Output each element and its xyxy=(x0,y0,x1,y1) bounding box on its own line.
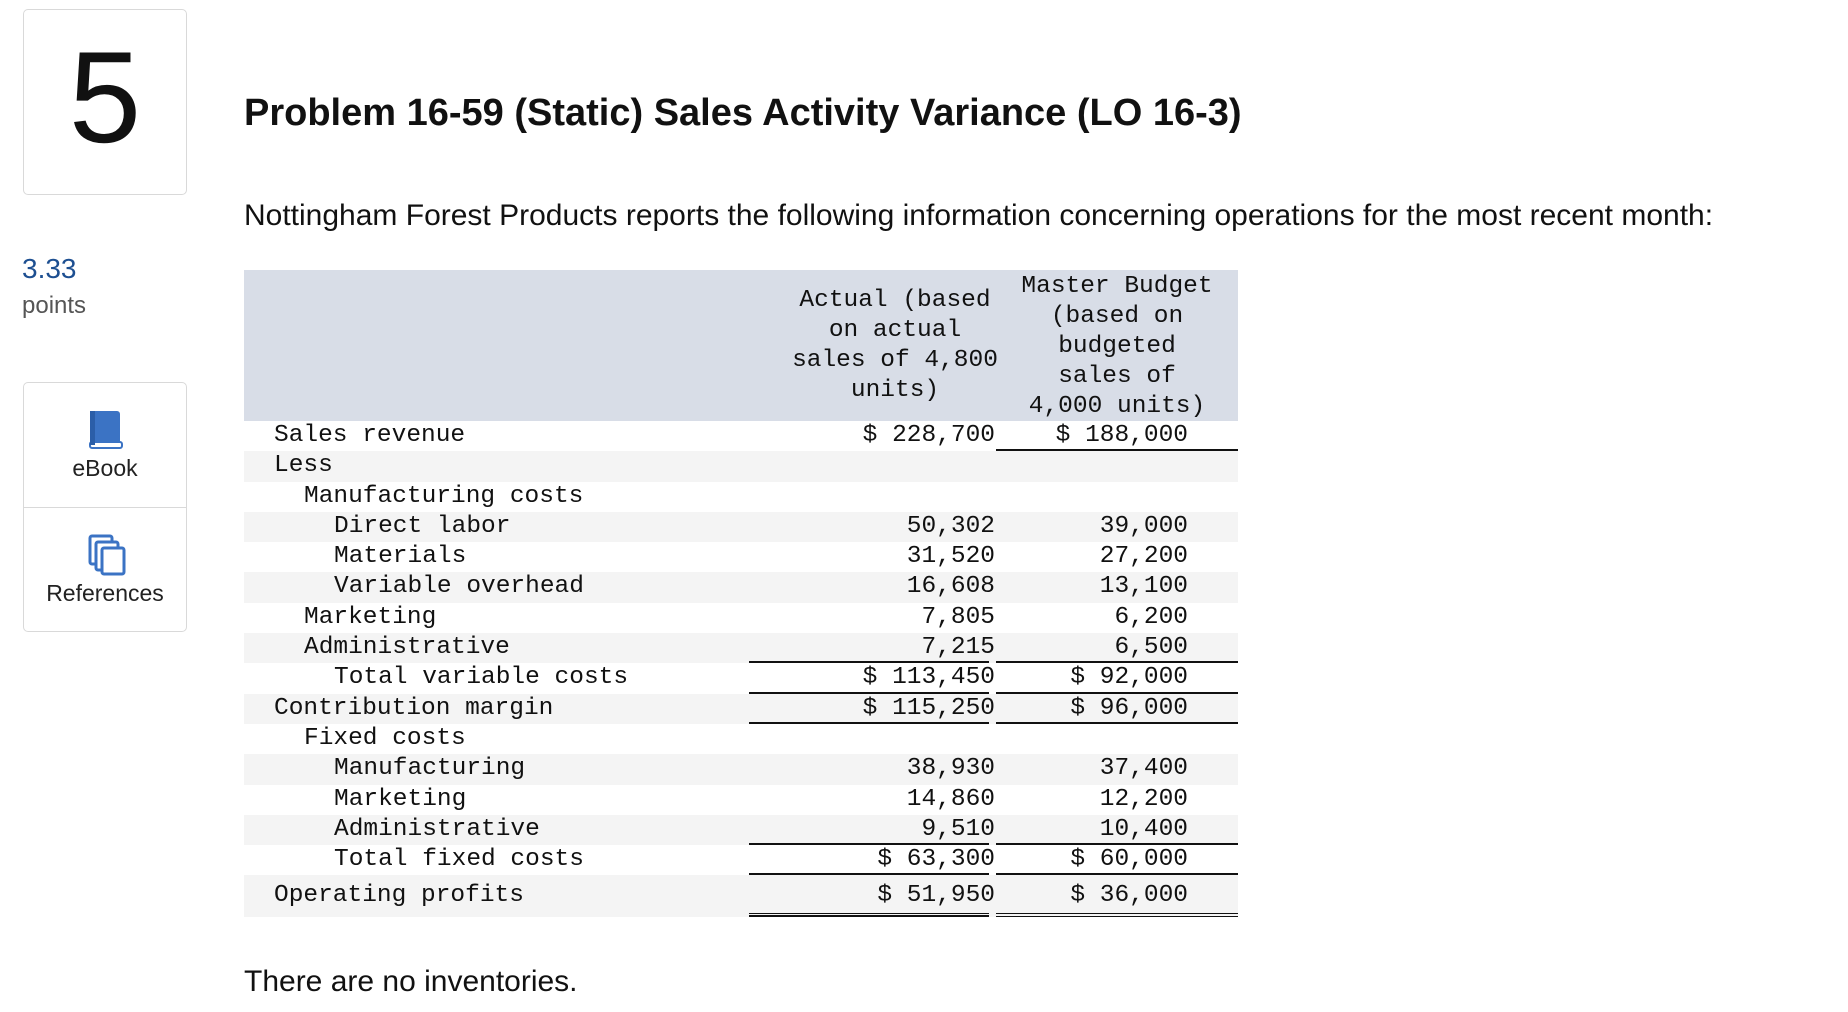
problem-intro: Nottingham Forest Products reports the following information concerning operations for the most recent month: xyxy=(244,199,1714,232)
table-row xyxy=(244,572,1238,602)
row-label: Marketing xyxy=(304,603,437,631)
double-underline xyxy=(749,913,989,917)
budget-value: $ 96,000 xyxy=(1070,694,1188,722)
budget-value: $ 92,000 xyxy=(1070,664,1188,692)
row-label: Contribution margin xyxy=(274,694,554,722)
table-row xyxy=(244,663,1238,693)
budget-value: 39,000 xyxy=(1099,512,1188,540)
header-master-budget: Master Budget (based on budgeted sales of 4,000 units) xyxy=(1021,273,1213,420)
table-header xyxy=(244,270,1238,421)
problem-title: Problem 16-59 (Static) Sales Activity Variance (LO 16-3) xyxy=(244,92,1242,134)
question-number-box xyxy=(23,9,187,195)
row-label: Less xyxy=(274,452,333,480)
row-label: Total variable costs xyxy=(334,664,629,692)
budget-value: $ 60,000 xyxy=(1070,846,1188,874)
problem-note: There are no inventories. xyxy=(244,965,578,998)
budget-value: 6,500 xyxy=(1114,634,1188,662)
row-label: Variable overhead xyxy=(334,573,584,601)
table-row xyxy=(244,754,1238,784)
table-row xyxy=(244,724,1238,754)
book-icon xyxy=(86,409,126,451)
actual-value: 31,520 xyxy=(906,543,995,571)
table-row xyxy=(244,633,1238,663)
actual-value: $ 51,950 xyxy=(877,882,995,910)
budget-value: 13,100 xyxy=(1099,573,1188,601)
table-row xyxy=(244,815,1238,845)
table-row xyxy=(244,451,1238,481)
table-row xyxy=(244,542,1238,572)
row-label: Materials xyxy=(334,543,467,571)
budget-value: 6,200 xyxy=(1114,603,1188,631)
table-row xyxy=(244,785,1238,815)
row-label: Marketing xyxy=(334,785,467,813)
actual-value: 38,930 xyxy=(906,755,995,783)
question-number: 5 xyxy=(68,24,142,170)
points-value: 3.33 xyxy=(22,253,77,284)
actual-value: 9,510 xyxy=(921,815,995,843)
table-row xyxy=(244,512,1238,542)
budget-value: 10,400 xyxy=(1099,815,1188,843)
table-row xyxy=(244,845,1238,875)
budget-value: 12,200 xyxy=(1099,785,1188,813)
table-row xyxy=(244,603,1238,633)
row-label: Administrative xyxy=(334,815,540,843)
budget-value: 37,400 xyxy=(1099,755,1188,783)
table-row xyxy=(244,694,1238,724)
references-button[interactable] xyxy=(24,508,186,632)
row-label: Total fixed costs xyxy=(334,846,584,874)
actual-value: $ 228,700 xyxy=(862,422,995,449)
actual-value: $ 115,250 xyxy=(862,694,995,722)
copy-documents-icon xyxy=(86,534,126,576)
row-label: Administrative xyxy=(304,634,510,662)
table-row xyxy=(244,875,1238,917)
actual-value: 7,805 xyxy=(921,603,995,631)
references-label: References xyxy=(46,580,164,606)
row-label: Manufacturing xyxy=(334,755,526,783)
table-row xyxy=(244,421,1238,451)
actual-value: 7,215 xyxy=(921,634,995,662)
actual-value: 14,860 xyxy=(906,785,995,813)
ebook-label: eBook xyxy=(72,455,138,481)
double-underline xyxy=(996,913,1238,917)
row-label: Manufacturing costs xyxy=(304,482,584,510)
actual-value: 50,302 xyxy=(906,512,995,540)
table-row xyxy=(244,482,1238,512)
ebook-button[interactable] xyxy=(24,383,186,508)
actual-value: 16,608 xyxy=(906,573,995,601)
row-label: Sales revenue xyxy=(274,422,466,449)
row-label: Operating profits xyxy=(274,882,524,910)
actual-value: $ 63,300 xyxy=(877,846,995,874)
budget-value: $ 188,000 xyxy=(1055,422,1188,449)
row-label: Direct labor xyxy=(334,512,511,540)
row-label: Fixed costs xyxy=(304,724,466,752)
actual-value: $ 113,450 xyxy=(862,664,995,692)
budget-value: 27,200 xyxy=(1099,543,1188,571)
header-actual: Actual (based on actual sales of 4,800 units) xyxy=(792,287,998,404)
points-label: points xyxy=(22,292,87,319)
income-statement-table xyxy=(244,270,1238,917)
tools-panel xyxy=(23,382,187,632)
budget-value: $ 36,000 xyxy=(1070,882,1188,910)
